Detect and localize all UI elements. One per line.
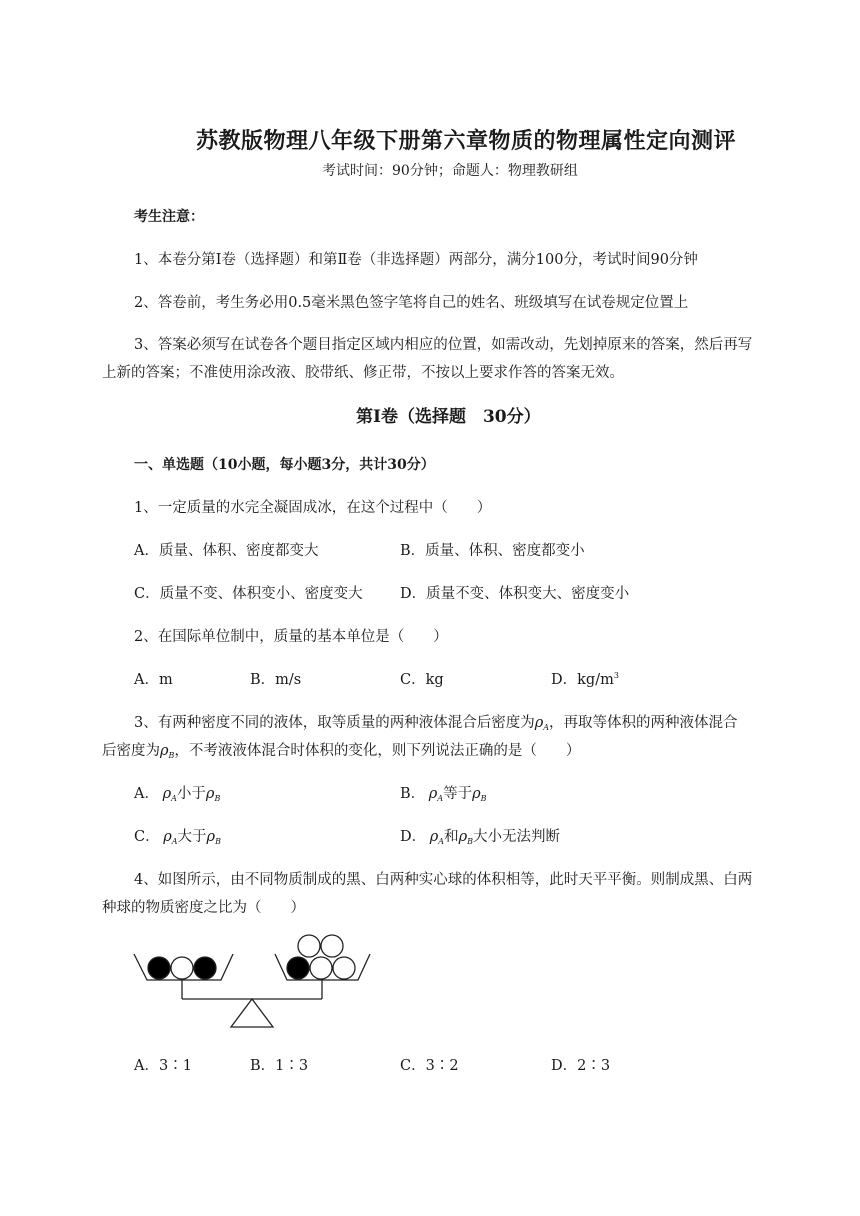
question-4-option-c: C．3∶2 (400, 1058, 459, 1074)
question-2-option-b: B．m/s (250, 672, 302, 688)
black-ball (148, 957, 170, 979)
white-ball (321, 935, 343, 957)
question-2-option-a: A．m (134, 672, 173, 688)
question-3-line-1: 3、有两种密度不同的液体，取等质量的两种液体混合后密度为$\rho_A$，再取等体积的两种液体混合 (134, 715, 738, 732)
notice-item-3-line-2: 上新的答案；不准使用涂改液、胶带纸、修正带，不按以上要求作答的答案无效。 (102, 365, 624, 381)
black-ball (287, 957, 309, 979)
question-4-line-2: 种球的物质密度之比为（ ） (102, 900, 305, 916)
page-title: 苏教版物理八年级下册第六章物质的物理属性定向测评 (196, 128, 737, 154)
notice-item-1: 1、本卷分第Ⅰ卷（选择题）和第Ⅱ卷（非选择题）两部分，满分100分，考试时间90分钟 (134, 252, 698, 268)
question-1-stem: 1、一定质量的水完全凝固成冰，在这个过程中（ ） (134, 500, 492, 516)
notice-heading: 考生注意： (134, 209, 204, 225)
question-2-stem: 2、在国际单位制中，质量的基本单位是（ ） (134, 629, 448, 645)
white-ball (171, 957, 193, 979)
white-ball (298, 935, 320, 957)
question-4-line-1: 4、如图所示，由不同物质制成的黑、白两种实心球的体积相等，此时天平平衡。则制成黑、白两 (134, 872, 753, 888)
exam-info: 考试时间：90分钟；命题人：物理教研组 (322, 163, 578, 179)
question-2-option-c: C．kg (400, 672, 444, 688)
question-2-option-d: D．$kg/m^3$ (551, 671, 619, 688)
question-1-option-b: B．质量、体积、密度都变小 (400, 543, 585, 559)
white-ball (333, 957, 355, 979)
section-title: 第Ⅰ卷（选择题 30分） (356, 407, 541, 427)
question-4-option-b: B．1∶3 (250, 1058, 309, 1074)
question-3-option-c: C． $\rho_A$大于$\rho_B$ (134, 829, 221, 846)
notice-item-2: 2、答卷前，考生务必用0.5毫米黑色签字笔将自己的姓名、班级填写在试卷规定位置上 (134, 295, 689, 311)
notice-item-3-line-1: 3、答案必须写在试卷各个题目指定区域内相应的位置，如需改动，先划掉原来的答案，然后再写 (134, 337, 753, 353)
question-3-option-b: B． $\rho_A$等于$\rho_B$ (400, 786, 487, 803)
question-1-option-a: A．质量、体积、密度都变大 (134, 543, 319, 559)
question-1-option-d: D．质量不变、体积变大、密度变小 (400, 586, 630, 602)
black-ball (194, 957, 216, 979)
question-4-option-d: D．2∶3 (551, 1058, 611, 1074)
question-3-option-d: D． $\rho_A$和$\rho_B$大小无法判断 (400, 829, 560, 846)
question-1-option-c: C．质量不变、体积变小、密度变大 (134, 586, 363, 602)
white-ball (310, 957, 332, 979)
part-heading: 一、单选题（10小题，每小题3分，共计30分） (134, 457, 435, 473)
fulcrum-triangle (231, 999, 273, 1027)
question-3-option-a: A． $\rho_A$小于$\rho_B$ (134, 786, 221, 803)
question-3-line-2: 后密度为$\rho_B$，不考液液体混合时体积的变化，则下列说法正确的是（ ） (102, 743, 581, 760)
question-4-option-a: A．3∶1 (134, 1058, 192, 1074)
